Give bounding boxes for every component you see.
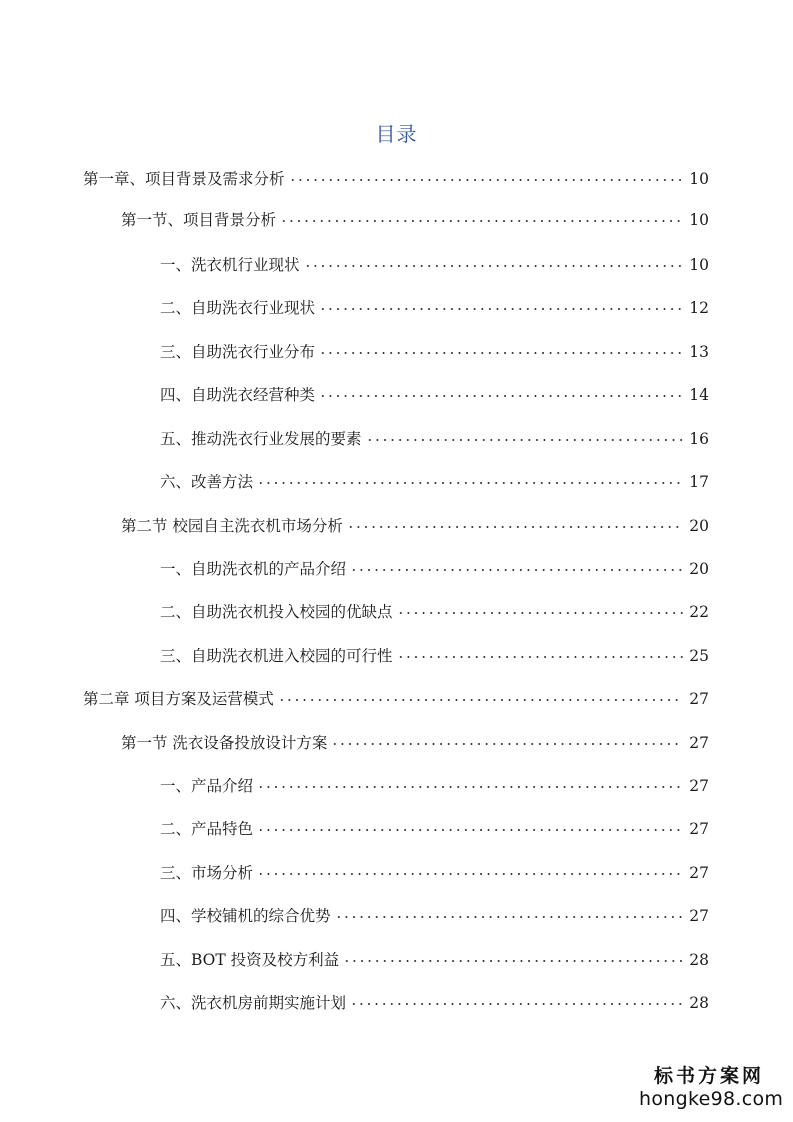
- toc-entry[interactable]: [160, 645, 709, 667]
- toc-entry-label: 第二章 项目方案及运营模式: [83, 690, 274, 708]
- watermark-url: hongke98.com: [639, 1088, 784, 1110]
- toc-entry-page: 10: [689, 256, 709, 274]
- toc-entry[interactable]: [160, 775, 709, 797]
- toc-entry-label: 六、洗衣机房前期实施计划: [160, 994, 347, 1012]
- toc-entry-label: 三、市场分析: [160, 864, 254, 882]
- dot-leader: [335, 915, 684, 919]
- dot-leader: [343, 959, 683, 963]
- toc-entry-page: 27: [689, 777, 709, 795]
- toc-entry[interactable]: [160, 818, 709, 840]
- dot-leader: [350, 1002, 683, 1006]
- dot-leader: [304, 264, 684, 268]
- toc-entry-page: 10: [689, 211, 709, 229]
- dot-leader: [366, 438, 684, 442]
- toc-entry-label: 一、自助洗衣机的产品介绍: [160, 560, 347, 578]
- dot-leader: [319, 307, 683, 311]
- dot-leader: [257, 785, 683, 789]
- dot-leader: [319, 394, 683, 398]
- watermark-name: 标书方案网: [653, 1065, 764, 1087]
- toc-entry-label: 第一节 洗衣设备投放设计方案: [121, 734, 328, 752]
- toc-entry[interactable]: [160, 384, 709, 406]
- toc-entry-label: 二、产品特色: [160, 820, 254, 838]
- toc-entry-page: 27: [689, 907, 709, 925]
- dot-leader: [278, 698, 683, 702]
- toc-entry[interactable]: [160, 297, 709, 319]
- toc-entry-page: 28: [689, 994, 709, 1012]
- toc-entry[interactable]: [160, 558, 709, 580]
- toc-entry-page: 25: [689, 647, 709, 665]
- toc-entry-page: 22: [689, 603, 709, 621]
- toc-entry-page: 20: [689, 517, 709, 535]
- dot-leader: [397, 611, 684, 615]
- toc-entry[interactable]: [160, 601, 709, 623]
- toc-entry-label: 二、自助洗衣机投入校园的优缺点: [160, 603, 393, 621]
- toc-entry-label: 三、自助洗衣行业分布: [160, 343, 316, 361]
- toc-entry[interactable]: [160, 254, 709, 276]
- toc-entry-label: 五、BOT 投资及校方利益: [160, 951, 340, 969]
- toc-entry[interactable]: [160, 992, 709, 1014]
- toc-entry[interactable]: [160, 428, 709, 450]
- toc-entry[interactable]: [160, 341, 709, 363]
- toc-entry-page: 27: [689, 820, 709, 838]
- toc-entry-label: 四、自助洗衣经营种类: [160, 386, 316, 404]
- toc-entry-label: 三、自助洗衣机进入校园的可行性: [160, 647, 393, 665]
- toc-entry-label: 第二节 校园自主洗衣机市场分析: [121, 517, 343, 535]
- dot-leader: [319, 351, 683, 355]
- toc-entry-page: 12: [689, 299, 709, 317]
- toc-entry-label: 第一章、项目背景及需求分析: [83, 170, 285, 188]
- dot-leader: [289, 178, 684, 182]
- toc-entry-page: 16: [689, 430, 709, 448]
- dot-leader: [347, 525, 683, 529]
- toc-entry[interactable]: [83, 688, 709, 710]
- dot-leader: [350, 568, 683, 572]
- toc-entry[interactable]: [160, 949, 709, 971]
- toc-entry-label: 第一节、项目背景分析: [121, 211, 277, 229]
- toc-entry-page: 10: [689, 170, 709, 188]
- toc-entry-label: 四、学校铺机的综合优势: [160, 907, 331, 925]
- toc-entry[interactable]: [121, 209, 709, 231]
- toc-entry-page: 27: [689, 734, 709, 752]
- watermark-logo: [639, 1064, 784, 1110]
- toc-entry-page: 28: [689, 951, 709, 969]
- toc-entry-page: 17: [689, 473, 709, 491]
- toc-entry-label: 一、产品介绍: [160, 777, 254, 795]
- dot-leader: [257, 828, 683, 832]
- toc-entry[interactable]: [160, 905, 709, 927]
- toc-entry[interactable]: [160, 862, 709, 884]
- toc-entry-page: 14: [689, 386, 709, 404]
- toc-entry-page: 13: [689, 343, 709, 361]
- toc-entry-label: 一、洗衣机行业现状: [160, 256, 300, 274]
- toc-entry-page: 27: [689, 690, 709, 708]
- toc-entry-label: 五、推动洗衣行业发展的要素: [160, 430, 362, 448]
- toc-entry-label: 六、改善方法: [160, 473, 254, 491]
- toc-entry[interactable]: [121, 515, 709, 537]
- toc-entry[interactable]: [83, 168, 709, 190]
- dot-leader: [331, 742, 683, 746]
- dot-leader: [257, 872, 683, 876]
- dot-leader: [280, 219, 683, 223]
- toc-entry-page: 27: [689, 864, 709, 882]
- dot-leader: [257, 481, 683, 485]
- toc-entry-label: 二、自助洗衣行业现状: [160, 299, 316, 317]
- page-title: 目录: [375, 122, 418, 146]
- toc-entry[interactable]: [121, 732, 709, 754]
- toc-entry-page: 20: [689, 560, 709, 578]
- toc-entry[interactable]: [160, 471, 709, 493]
- dot-leader: [397, 655, 684, 659]
